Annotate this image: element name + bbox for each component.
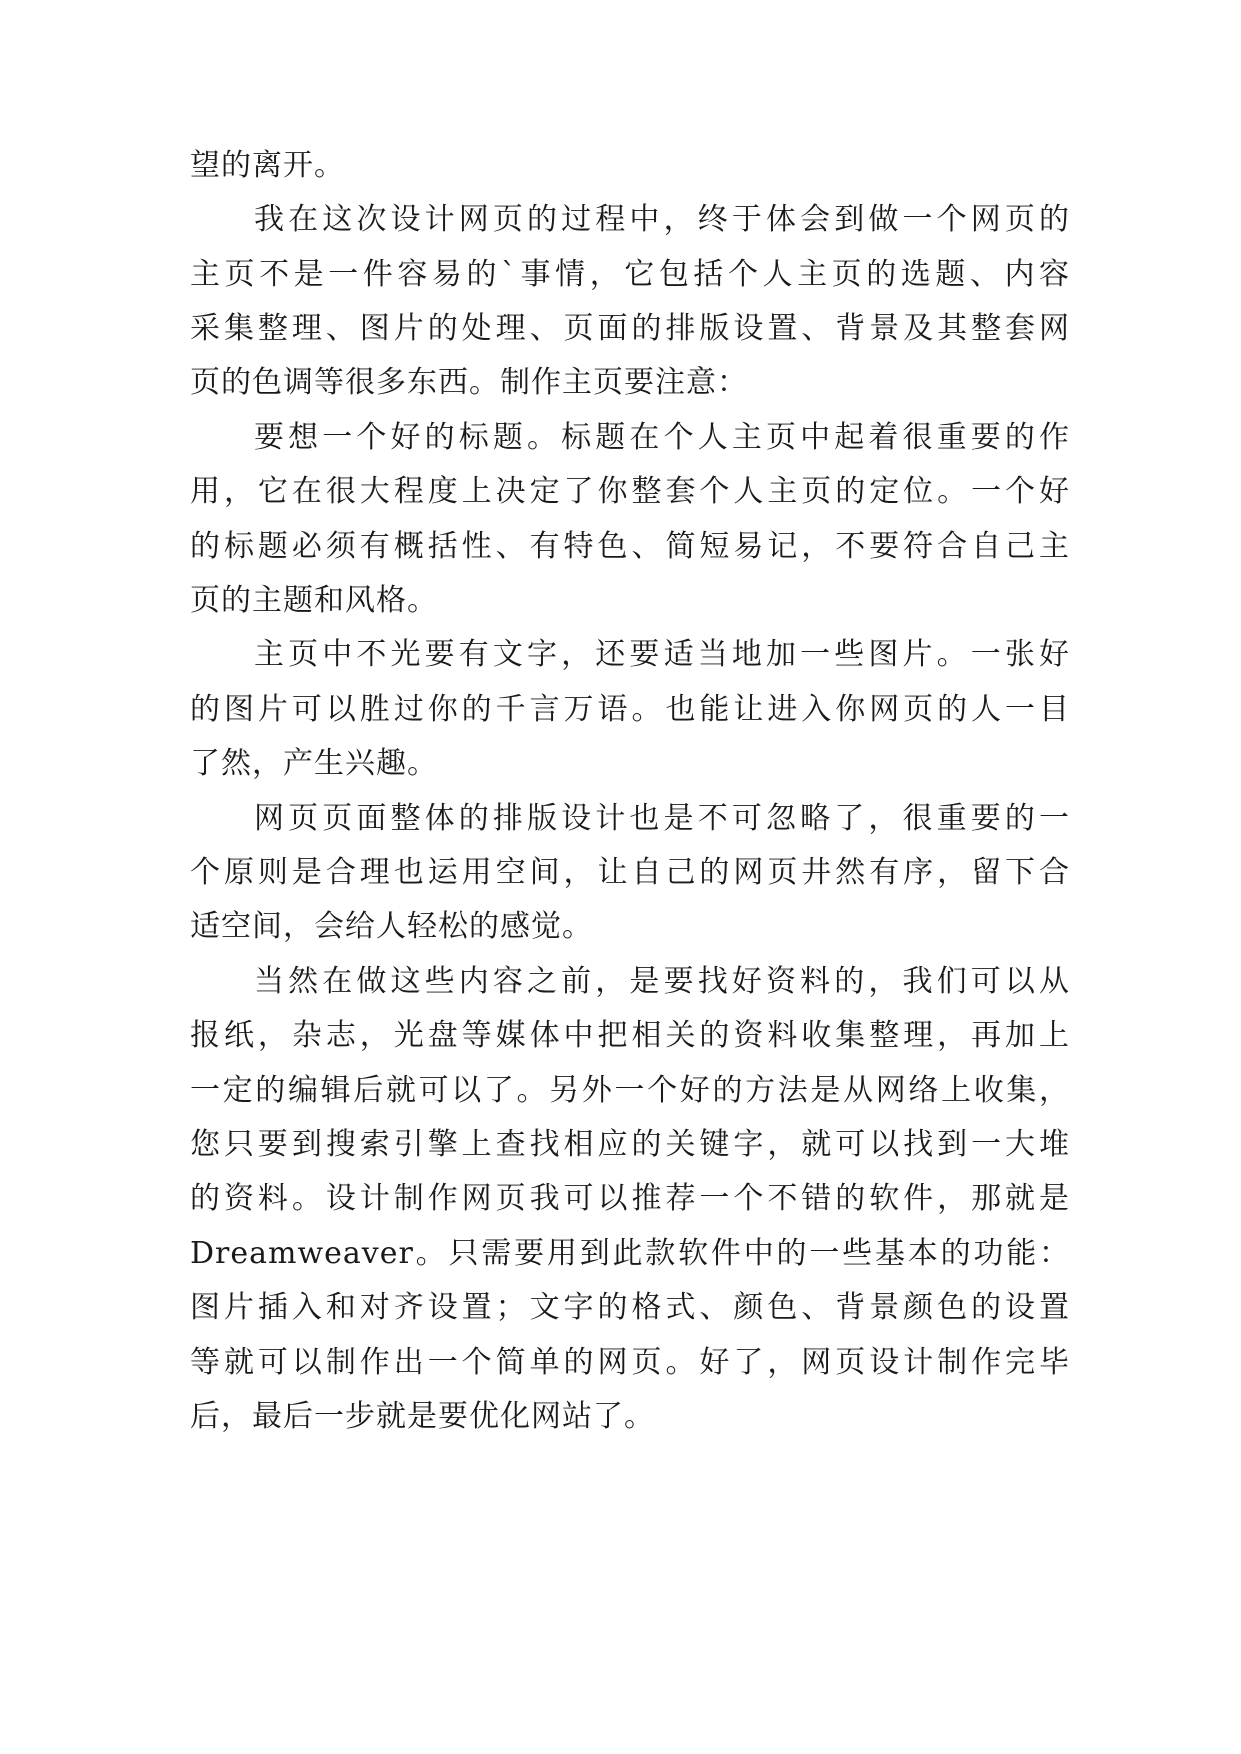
text-line: 页的主题和风格。 (190, 583, 438, 618)
paragraph-start-line: 当然在做这些内容之前，是要找好资料的，我们可以从 (254, 964, 1070, 999)
text-line: 报纸，杂志，光盘等媒体中把相关的资料收集整理，再加上 (190, 1018, 1070, 1053)
text-line: 页的色调等很多东西。制作主页要注意： (190, 365, 748, 400)
paragraph-start-line: 网页页面整体的排版设计也是不可忽略了，很重要的一 (254, 801, 1070, 836)
text-line: Dreamweaver。只需要用到此款软件中的一些基本的功能： (190, 1236, 1070, 1271)
text-line: 后，最后一步就是要优化网站了。 (190, 1399, 655, 1434)
text-line: 的图片可以胜过你的千言万语。也能让进入你网页的人一目 (190, 692, 1070, 727)
text-line: 您只要到搜索引擎上查找相应的关键字，就可以找到一大堆 (190, 1127, 1070, 1162)
text-line: 适空间，会给人轻松的感觉。 (190, 909, 593, 944)
text-line: 主页不是一件容易的`事情，它包括个人主页的选题、内容 (190, 257, 1070, 292)
paragraph-start-line: 主页中不光要有文字，还要适当地加一些图片。一张好 (254, 637, 1070, 672)
text-line: 望的离开。 (190, 148, 345, 183)
text-line: 用，它在很大程度上决定了你整套个人主页的定位。一个好 (190, 474, 1070, 509)
paragraph-start-line: 要想一个好的标题。标题在个人主页中起着很重要的作 (254, 420, 1070, 455)
text-line: 了然，产生兴趣。 (190, 746, 438, 781)
text-line: 采集整理、图片的处理、页面的排版设置、背景及其整套网 (190, 311, 1070, 346)
text-line: 的资料。设计制作网页我可以推荐一个不错的软件，那就是 (190, 1181, 1070, 1216)
text-line: 个原则是合理也运用空间，让自己的网页井然有序，留下合 (190, 855, 1070, 890)
text-line: 图片插入和对齐设置；文字的格式、颜色、背景颜色的设置 (190, 1290, 1070, 1325)
paragraph-start-line: 我在这次设计网页的过程中，终于体会到做一个网页的 (254, 202, 1070, 237)
text-line: 的标题必须有概括性、有特色、简短易记，不要符合自己主 (190, 529, 1070, 564)
text-line: 一定的编辑后就可以了。另外一个好的方法是从网络上收集， (190, 1073, 1070, 1108)
text-line: 等就可以制作出一个简单的网页。好了，网页设计制作完毕 (190, 1345, 1070, 1380)
